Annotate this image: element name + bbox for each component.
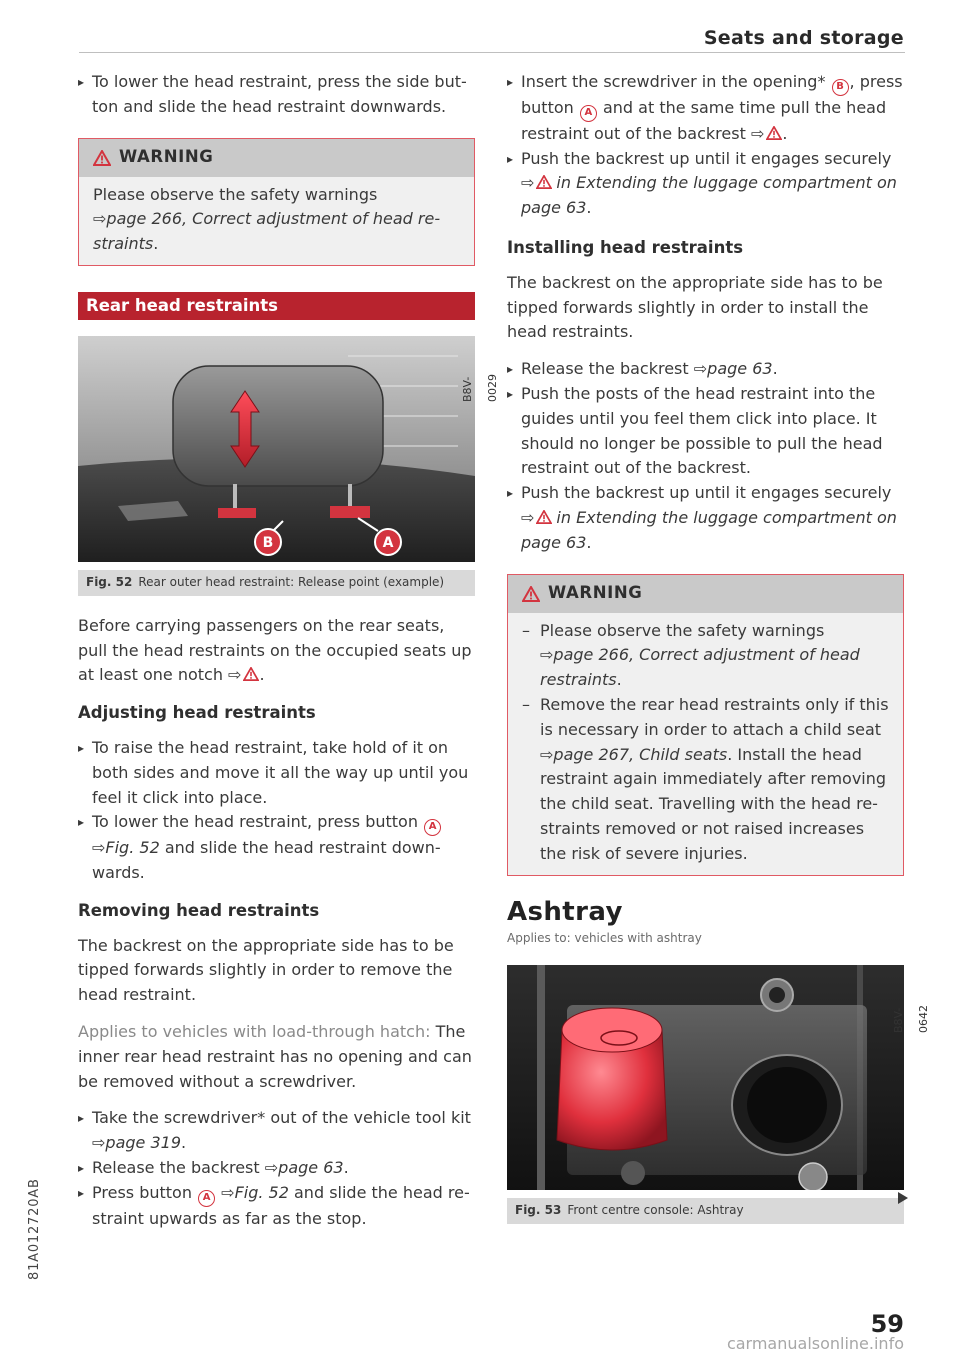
opening-b-symbol: B: [832, 79, 849, 96]
left-column: [78, 70, 499, 1232]
list-item: ▸ To lower the head restraint, press button A ⇨Fig. 52 and slide the head restraint down-wards.: [78, 810, 475, 885]
figure-52: [78, 336, 499, 596]
list-item: ▸ Release the backrest ⇨page 63.: [78, 1156, 475, 1181]
warning-triangle-icon: [536, 510, 552, 524]
rear-head-restraints-banner: Rear head restraints: [78, 292, 475, 320]
list-item: ▸ Push the backrest up until it engages securely ⇨ in Extending the luggage compartment on page 63.: [507, 481, 904, 555]
page-reference-link[interactable]: ⇨page 266, Correct adjustment of head re-straints: [93, 209, 441, 254]
section-reference-link[interactable]: in Extending the luggage compartment on page 63: [521, 507, 897, 552]
warning-item: – Remove the rear head restraints only if this is necessary in order to attach a child seat ⇨page 267, Child seats. Install the head restraint again immediately after removing the child seat. Travelling with the head re-straints removed or not raised increases the risk of severe injuries.: [522, 693, 889, 867]
right-column: [507, 70, 930, 1224]
list-item: ▸ Push the posts of the head restraint into the guides until you feel them click into place. It should no longer be possible to pull the head restraint out of the backrest.: [507, 382, 904, 481]
warning-triangle-icon: [522, 586, 540, 602]
list-item: ▸ To raise the head restraint, take hold of it on both sides and move it all the way up until you feel it click into place.: [78, 736, 475, 810]
page-reference-link[interactable]: ⇨page 319: [92, 1133, 181, 1153]
page-number: 59: [870, 1310, 904, 1338]
warning-header: WARNING: [79, 139, 474, 177]
page-reference-link[interactable]: ⇨page 267, Child seats: [540, 744, 728, 764]
callout-b: B: [262, 534, 274, 551]
warning-triangle-icon: [243, 667, 259, 681]
heading-adjusting: Adjusting head restraints: [78, 703, 316, 723]
heading-installing: Installing head restraints: [507, 237, 744, 257]
figure-code: B8V-0029: [461, 373, 499, 402]
figure-caption: Fig. 53 Front centre console: Ashtray: [507, 1198, 904, 1224]
figure-code: B8V-0642: [892, 1005, 930, 1034]
figure-reference-link[interactable]: ⇨Fig. 52: [92, 838, 160, 858]
warning-box-1: [78, 138, 475, 266]
warning-triangle-icon: [536, 175, 552, 189]
list-item: ▸ Press button A ⇨Fig. 52 and slide the head re-straint upwards as far as the stop.: [78, 1181, 475, 1232]
ashtray-heading: Ashtray: [507, 896, 623, 927]
paragraph-removing: The backrest on the appropriate side has to be tipped forwards slightly in order to remove the head restraint.: [78, 935, 454, 1005]
paragraph-before-carrying: Before carrying passengers on the rear seats, pull the head restraints on the occupied seats up at least one notch ⇨ .: [78, 615, 472, 685]
applies-note: Applies to: vehicles with ashtray: [507, 931, 702, 946]
head-restraint-illustration: [78, 336, 475, 562]
page-reference-link[interactable]: ⇨page 63: [264, 1158, 344, 1178]
heading-removing: Removing head restraints: [78, 900, 320, 920]
warning-triangle-icon: [93, 150, 111, 166]
callout-a: A: [382, 534, 394, 551]
header-divider: [79, 52, 905, 53]
warning-item: – Please observe the safety warnings ⇨page 266, Correct adjustment of head restraints.: [522, 619, 889, 693]
button-a-symbol: A: [580, 105, 597, 122]
continue-arrow-icon: [898, 1192, 908, 1204]
warning-text: Please observe the safety warnings ⇨page 266, Correct adjustment of head re-straints.: [93, 184, 441, 254]
warning-header: WARNING: [508, 575, 903, 613]
page-reference-link[interactable]: ⇨page 266, Correct adjustment of head restraints: [540, 645, 860, 690]
figure-53: [507, 965, 930, 1224]
ashtray-illustration: [507, 965, 904, 1190]
paragraph-load-through: Applies to vehicles with load-through hatch: The inner rear head restraint has no opening and can be removed without a screwdriver.: [78, 1022, 472, 1091]
intro-bullet: ▸ To lower the head restraint, press the side but-ton and slide the head restraint downwards.: [78, 70, 475, 120]
paragraph-installing: The backrest on the appropriate side has to be tipped forwards slightly in order to install the head restraints.: [507, 272, 883, 342]
document-code: 81A012720AB: [27, 1178, 42, 1280]
warning-box-2: [507, 574, 904, 876]
page-reference-link[interactable]: ⇨page 63: [693, 359, 773, 379]
list-item: ▸ Take the screwdriver* out of the vehicle tool kit ⇨page 319.: [78, 1106, 475, 1156]
warning-triangle-icon: [766, 126, 782, 140]
button-a-symbol: A: [424, 819, 441, 836]
list-item: ▸ Push the backrest up until it engages securely ⇨ in Extending the luggage compartment on page 63.: [507, 147, 904, 221]
button-a-symbol: A: [198, 1190, 215, 1207]
section-reference-link[interactable]: in Extending the luggage compartment on page 63: [521, 173, 897, 218]
figure-caption: Fig. 52 Rear outer head restraint: Release point (example): [78, 570, 475, 596]
figure-reference-link[interactable]: ⇨Fig. 52: [221, 1182, 289, 1202]
list-item: ▸ Release the backrest ⇨page 63.: [507, 357, 904, 382]
section-title: Seats and storage: [703, 27, 904, 49]
list-item: ▸ Insert the screwdriver in the opening* B , press button A and at the same time pull the head restraint out of the backrest ⇨ .: [507, 70, 904, 147]
watermark: carmanualsonline.info: [726, 1334, 904, 1353]
